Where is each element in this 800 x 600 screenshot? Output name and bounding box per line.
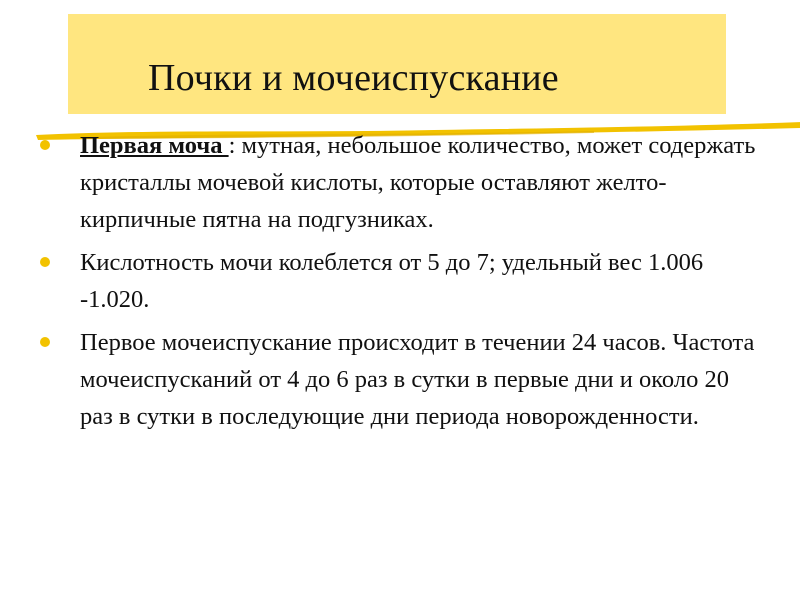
bullet-text: Кислотность мочи колеблется от 5 до 7; удельный вес 1.006 -1.020.: [80, 249, 704, 313]
bullet-item-first-urine: [40, 127, 760, 238]
bullet-item-acidity: [40, 244, 760, 318]
bullet-lead-term: Первая моча: [80, 132, 229, 159]
bullet-text: : мутная, небольшое количество, может содержать кристаллы мочевой кислоты, которые оставляют желто-кирпичные пятна на подгузниках.: [80, 132, 756, 233]
bullet-dot-icon: [40, 140, 50, 150]
bullet-item-frequency: [40, 324, 760, 435]
bullet-dot-icon: [40, 337, 50, 347]
slide-title: Почки и мочеиспускание: [148, 57, 559, 99]
bullet-dot-icon: [40, 257, 50, 267]
bullet-text: Первое мочеиспускание происходит в течении 24 часов. Частота мочеиспусканий от 4 до 6 раз в сутки в первые дни и около 20 раз в сутки в последующие дни периода новорожденности.: [80, 329, 755, 430]
bullet-list: [40, 127, 760, 441]
